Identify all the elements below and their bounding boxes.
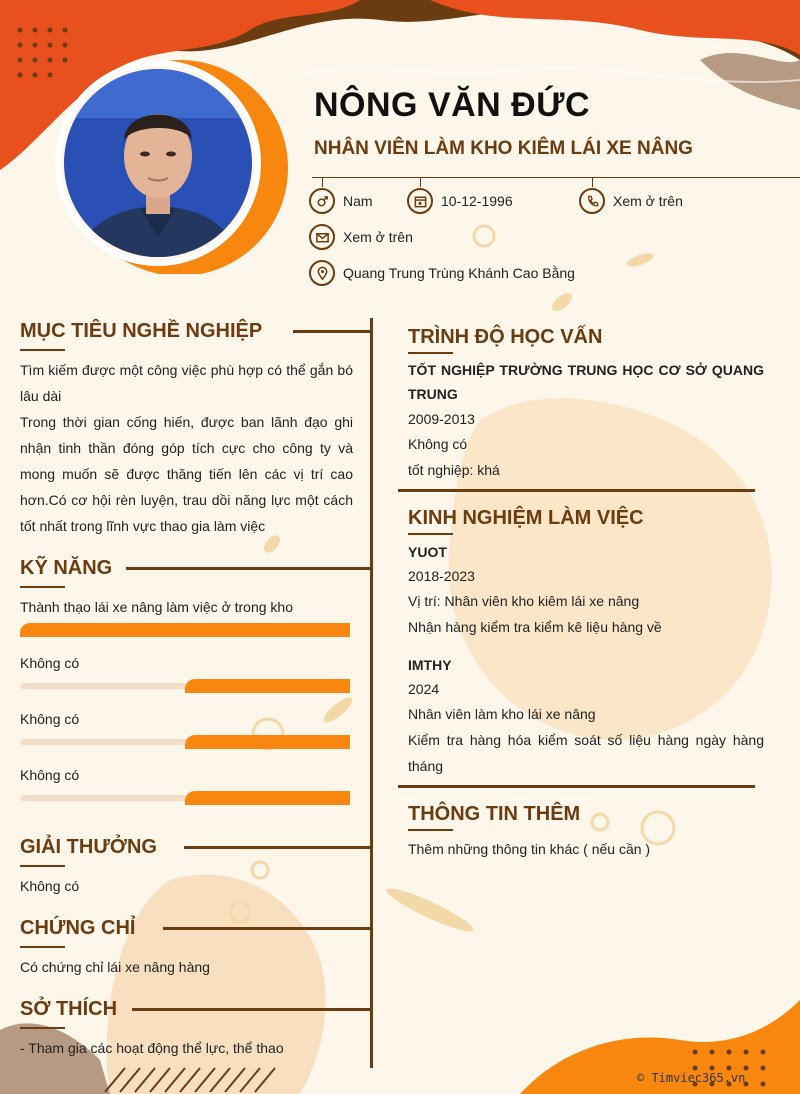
skill-name: Không có bbox=[20, 767, 80, 783]
birthday-value: 10-12-1996 bbox=[441, 193, 513, 209]
skill-bar-fill bbox=[185, 679, 350, 693]
phone-icon bbox=[579, 188, 605, 214]
contact-gender bbox=[309, 188, 373, 214]
experience-heading: KINH NGHIỆM LÀM VIỆC bbox=[408, 507, 644, 529]
skill-bar-fill bbox=[20, 623, 350, 637]
job-detail: Nhận hàng kiểm tra kiểm kê liệu hàng về bbox=[408, 619, 662, 635]
awards-heading: GIẢI THƯỞNG bbox=[20, 836, 157, 858]
education-years: 2009-2013 bbox=[408, 411, 475, 427]
skill-bar bbox=[20, 679, 350, 693]
email-icon bbox=[309, 224, 335, 250]
skill-bar-fill bbox=[185, 791, 350, 805]
hobbies-heading: SỞ THÍCH bbox=[20, 998, 118, 1020]
skills-heading: KỸ NĂNG bbox=[20, 557, 113, 579]
contact-phone bbox=[579, 188, 683, 214]
section-separator bbox=[398, 785, 755, 788]
hobbies-text: - Tham gia các hoạt động thể lực, thể thao bbox=[20, 1040, 284, 1056]
skill-bar bbox=[20, 735, 350, 749]
heading-underline bbox=[408, 829, 453, 831]
candidate-name: NÔNG VĂN ĐỨC bbox=[314, 86, 590, 124]
heading-underline bbox=[20, 586, 65, 588]
education-grade: tốt nghiệp: khá bbox=[408, 462, 500, 478]
location-icon bbox=[309, 260, 335, 286]
copyright: © Timviec365.vn bbox=[637, 1071, 746, 1085]
contact-address bbox=[309, 260, 575, 286]
heading-rule bbox=[126, 567, 372, 570]
address-value: Quang Trung Trùng Khánh Cao Bằng bbox=[343, 265, 575, 281]
contact-email bbox=[309, 224, 413, 250]
heading-underline bbox=[20, 865, 65, 867]
skill-bar bbox=[20, 791, 350, 805]
job-period: 2018-2023 bbox=[408, 568, 475, 584]
heading-rule bbox=[184, 846, 372, 849]
contact-birthday bbox=[407, 188, 513, 214]
heading-underline bbox=[20, 1027, 65, 1029]
job-detail: Nhân viên làm kho lái xe nâng bbox=[408, 706, 596, 722]
job-title: NHÂN VIÊN LÀM KHO KIÊM LÁI XE NÂNG bbox=[314, 138, 693, 159]
header-divider bbox=[312, 177, 800, 178]
heading-underline bbox=[408, 533, 453, 535]
certificates-text: Có chứng chỉ lái xe nâng hàng bbox=[20, 959, 210, 975]
skill-bar bbox=[20, 623, 350, 637]
education-school: TỐT NGHIỆP TRƯỜNG TRUNG HỌC CƠ SỞ QUANG TRUNG bbox=[408, 362, 764, 402]
job-detail: Kiểm tra hàng hóa kiểm soát số liệu hàng ngày hàng tháng bbox=[408, 732, 764, 774]
avatar bbox=[50, 58, 290, 274]
divider-tick bbox=[322, 177, 323, 187]
section-separator bbox=[398, 489, 755, 492]
heading-rule bbox=[132, 1008, 372, 1011]
skill-name: Thành thạo lái xe nâng làm việc ở trong kho bbox=[20, 599, 294, 615]
job-period: 2024 bbox=[408, 681, 440, 697]
gender-value: Nam bbox=[343, 193, 373, 209]
heading-rule bbox=[293, 330, 372, 333]
education-major: Không có bbox=[408, 436, 468, 452]
objective-text: Tìm kiếm được một công việc phù hợp có thể gắn bó lâu dài Trong thời gian cống hiến, được ban lãnh đạo ghi nhận tinh thần đóng góp tích cực cho công ty và mong muốn sẽ được thăng tiến lên các vị trí cao hơn.Có cơ hội rèn luyện, trau dồi năng lực một cách tốt nhất trong lĩnh vực thao gia làm việc bbox=[20, 362, 353, 534]
awards-text: Không có bbox=[20, 878, 80, 894]
job-company: YUOT bbox=[408, 544, 447, 560]
objective-heading: MỤC TIÊU NGHỀ NGHIỆP bbox=[20, 320, 263, 342]
extra-text: Thêm những thông tin khác ( nếu cần ) bbox=[408, 841, 651, 857]
job-detail: Vị trí: Nhân viên kho kiêm lái xe nâng bbox=[408, 593, 640, 609]
heading-underline bbox=[20, 946, 65, 948]
heading-rule bbox=[163, 927, 372, 930]
divider-tick bbox=[420, 177, 421, 187]
calendar-icon bbox=[407, 188, 433, 214]
heading-underline bbox=[408, 352, 453, 354]
extra-heading: THÔNG TIN THÊM bbox=[408, 803, 581, 825]
gender-icon bbox=[309, 188, 335, 214]
job-company: IMTHY bbox=[408, 657, 452, 673]
skill-name: Không có bbox=[20, 655, 80, 671]
heading-underline bbox=[20, 349, 65, 351]
skill-bar-fill bbox=[185, 735, 350, 749]
divider-tick bbox=[592, 177, 593, 187]
certificates-heading: CHỨNG CHỈ bbox=[20, 917, 136, 939]
email-value: Xem ở trên bbox=[343, 229, 413, 245]
skill-name: Không có bbox=[20, 711, 80, 727]
column-divider bbox=[370, 318, 373, 1068]
education-heading: TRÌNH ĐỘ HỌC VẤN bbox=[408, 326, 603, 348]
phone-value: Xem ở trên bbox=[613, 193, 683, 209]
